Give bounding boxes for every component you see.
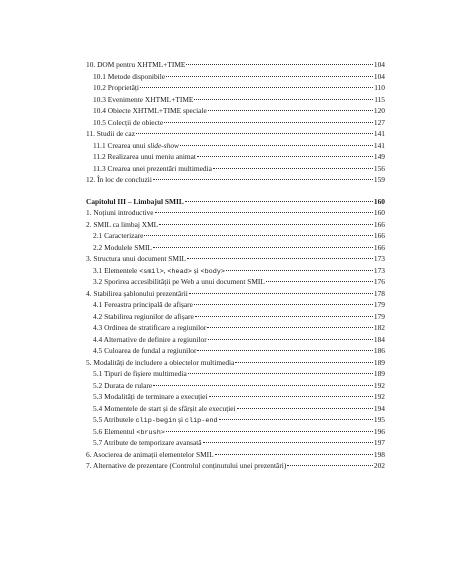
toc-entry-title: Capitolul III – Limbajul SMIL: [86, 196, 184, 206]
toc-entry-page: 186: [373, 346, 385, 355]
dot-leader: [164, 122, 373, 123]
dot-leader: [197, 156, 373, 157]
toc-entry-title: 1. Noțiuni introductive: [86, 208, 154, 217]
dot-leader: [153, 247, 373, 248]
toc-entry: [86, 174, 385, 186]
dot-leader: [140, 87, 373, 88]
dot-leader: [166, 76, 373, 77]
toc-entry: [86, 128, 385, 140]
toc-entry-page: 104: [373, 60, 385, 69]
toc-entry-page: 198: [373, 449, 385, 459]
toc-entry-title: 2. SMIL ca limbaj XML: [86, 219, 159, 229]
toc-entry-page: 166: [373, 242, 385, 252]
toc-entry: [86, 253, 385, 265]
dot-leader: [155, 212, 373, 213]
toc-entry-title: 4.5 Culoarea de fundal a regiunilor: [93, 346, 197, 355]
toc-entry-page: 160: [373, 196, 385, 206]
toc-entry-title: 2.1 Caracterizare: [93, 231, 144, 240]
dot-leader: [180, 145, 373, 146]
dot-leader: [209, 396, 373, 397]
toc-entry-page: 110: [374, 83, 385, 92]
toc-entry-page: 173: [373, 254, 385, 263]
toc-entry-title: 12. În loc de concluzii: [86, 175, 152, 184]
dot-leader: [194, 304, 373, 305]
toc-entry-title: 11.3 Crearea unei prezentări multimedia: [93, 163, 212, 173]
toc-entry: [86, 265, 385, 277]
table-of-contents: [86, 59, 385, 472]
toc-entry: [86, 242, 385, 254]
dot-leader: [136, 133, 373, 134]
dot-leader: [188, 373, 373, 374]
toc-entry: [86, 460, 385, 472]
toc-entry-page: 196: [373, 426, 385, 436]
toc-entry: [86, 59, 385, 71]
toc-entry-page: 194: [373, 403, 385, 413]
dot-leader: [237, 408, 373, 409]
toc-entry-title: 2.2 Modulele SMIL: [93, 242, 152, 252]
toc-entry-page: 192: [373, 392, 385, 401]
toc-entry-title: 11. Studii de caz: [86, 129, 135, 138]
toc-entry-page: 195: [373, 415, 385, 424]
dot-leader: [197, 350, 372, 351]
toc-entry-title: 10.5 Colecții de obiecte: [93, 117, 164, 127]
toc-entry: [86, 380, 385, 392]
toc-entry-title: 3. Structura unui document SMIL: [86, 254, 186, 263]
toc-entry-title: 4.4 Alternative de definire a regiunilor: [93, 334, 207, 344]
toc-entry: [86, 414, 385, 426]
toc-entry: [86, 151, 385, 163]
toc-entry-title: 4.1 Fereastra principală de afișare: [93, 300, 193, 309]
toc-entry-page: 173: [373, 265, 385, 275]
dot-leader: [189, 293, 373, 294]
toc-entry-title: 5.3 Modalități de terminare a execuției: [93, 392, 208, 401]
toc-entry-page: 179: [373, 311, 385, 321]
toc-entry-title: 5.7 Atribute de temporizare avansată: [93, 438, 202, 447]
toc-entry: [86, 230, 385, 242]
toc-entry-title: 5.2 Durata de rulare: [93, 380, 153, 390]
dot-leader: [166, 431, 373, 432]
toc-entry-title: 5.5 Atributele clip-begin și clip-end: [93, 415, 218, 425]
dot-leader: [153, 179, 373, 180]
toc-entry-title: 4. Stabilirea șablonului prezentării: [86, 288, 188, 298]
dot-leader: [185, 201, 373, 202]
toc-entry-title: 3.1 Elementele <smil>, <head> și <body>: [93, 265, 225, 276]
toc-entry: [86, 288, 385, 300]
toc-entry-page: 192: [373, 380, 385, 390]
toc-entry-page: 115: [374, 94, 385, 104]
toc-entry: [86, 403, 385, 415]
toc-entry-title: 5.4 Momentele de start și de sfârșit ale execuției: [93, 403, 236, 413]
toc-entry-page: 149: [373, 152, 385, 161]
toc-entry-title: 10.2 Proprietăți: [93, 83, 139, 92]
toc-entry-page: 120: [373, 106, 385, 115]
toc-entry: [86, 426, 385, 438]
dot-leader: [287, 465, 373, 466]
toc-entry: [86, 357, 385, 369]
toc-entry-title: 10.4 Obiecte XHTML+TIME speciale: [93, 106, 207, 115]
toc-entry: [86, 219, 385, 231]
toc-entry: [86, 71, 385, 83]
toc-entry: [86, 82, 385, 94]
toc-entry: [86, 334, 385, 346]
dot-leader: [153, 385, 373, 386]
dot-leader: [194, 99, 373, 100]
toc-entry-title: 10.1 Metode disponibile: [93, 71, 166, 81]
toc-entry-page: 197: [373, 438, 385, 447]
toc-entry-title: 6. Asocierea de animații elementelor SMIL: [86, 449, 214, 459]
dot-leader: [219, 419, 373, 420]
toc-entry: [86, 94, 385, 106]
toc-entry-title: 5.6 Elementul <brush>: [93, 426, 165, 437]
toc-entry: [86, 163, 385, 175]
toc-entry-page: 178: [373, 288, 385, 298]
toc-entry: [86, 391, 385, 403]
dot-leader: [226, 270, 373, 271]
toc-entry-page: 182: [373, 323, 385, 332]
toc-entry-page: 141: [373, 129, 385, 138]
toc-entry-title: 4.2 Stabilirea regiunilor de afișare: [93, 311, 194, 321]
toc-entry-title: 10.3 Evenimente XHTML+TIME: [93, 94, 194, 104]
dot-leader: [203, 442, 373, 443]
toc-entry-title: 3.2 Sporirea accesibilității pe Web a unui document SMIL: [93, 277, 265, 286]
toc-entry-page: 141: [373, 140, 385, 150]
toc-entry-page: 179: [373, 300, 385, 309]
toc-entry: [86, 345, 385, 357]
dot-leader: [213, 168, 373, 169]
dot-leader: [195, 316, 373, 317]
dot-leader: [187, 258, 373, 259]
toc-entry-page: 156: [373, 163, 385, 173]
dot-leader: [186, 64, 372, 65]
toc-entry: [86, 299, 385, 311]
toc-entry: [86, 449, 385, 461]
toc-entry-title: 11.1 Crearea unui slide-show: [93, 140, 179, 150]
toc-entry: [86, 437, 385, 449]
toc-entry: [86, 117, 385, 129]
dot-leader: [208, 110, 373, 111]
dot-leader: [215, 454, 373, 455]
toc-entry-title: 4.3 Ordinea de stratificare a regiunilor: [93, 323, 207, 332]
toc-entry-title: 10. DOM pentru XHTML+TIME: [86, 60, 186, 69]
toc-entry-page: 127: [373, 117, 385, 127]
toc-entry-page: 176: [373, 277, 385, 286]
toc-chapter-heading: [86, 196, 385, 208]
toc-entry-page: 166: [373, 231, 385, 240]
toc-entry-page: 166: [373, 219, 385, 229]
toc-entry: [86, 140, 385, 152]
toc-entry: [86, 311, 385, 323]
toc-entry-page: 189: [373, 369, 385, 378]
toc-entry-page: 104: [373, 71, 385, 81]
toc-entry-page: 160: [373, 208, 385, 217]
toc-entry-title: 7. Alternative de prezentare (Controlul conținutului unei prezentări): [86, 461, 287, 470]
toc-entry-page: 159: [373, 175, 385, 184]
dot-leader: [144, 235, 372, 236]
dot-leader: [208, 339, 373, 340]
toc-entry: [86, 105, 385, 117]
dot-leader: [266, 281, 373, 282]
toc-entry-page: 202: [373, 461, 385, 470]
toc-entry: [86, 276, 385, 288]
toc-entry-title: 5. Modalități de includere a obiectelor multimedia: [86, 357, 235, 367]
toc-entry-page: 189: [373, 357, 385, 367]
dot-leader: [235, 362, 373, 363]
toc-entry-page: 184: [373, 334, 385, 344]
toc-entry: [86, 207, 385, 219]
dot-leader: [159, 224, 373, 225]
toc-entry-title: 11.2 Realizarea unui meniu animat: [93, 152, 196, 161]
toc-entry-title: 5.1 Tipuri de fișiere multimedia: [93, 369, 187, 378]
dot-leader: [207, 327, 373, 328]
toc-entry: [86, 322, 385, 334]
toc-entry: [86, 368, 385, 380]
